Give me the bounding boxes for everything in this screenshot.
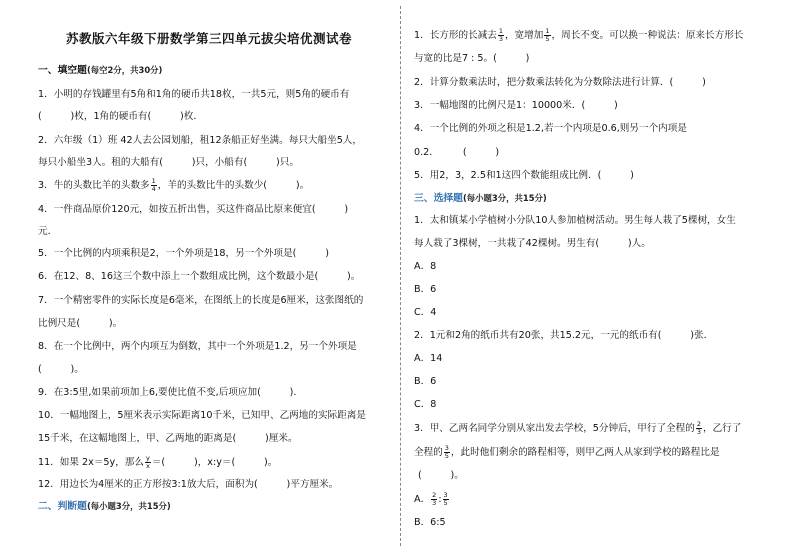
section-note: (每小题3分，共15分): [86, 501, 171, 511]
choice-2-option-a: A．14: [414, 353, 443, 364]
section-note: (每空2分，共30分): [86, 65, 163, 75]
page-title: 苏教版六年级下册数学第三四单元拔尖培优测试卷: [66, 31, 353, 46]
section-choice-header: [414, 192, 547, 205]
choice-3-line-1: 3．甲、乙两名同学分别从家出发去学校，5分钟后，甲行了全程的 $\frac{2}{3}$ ，乙行了: [414, 420, 742, 436]
question-8-line-1: 8．在一个比例中，两个内项互为倒数，其中一个外项是1.2，另一个外项是: [38, 341, 357, 352]
choice-2-option-c: C．8: [414, 399, 437, 410]
judge-4-line-2: 0.2． ( ): [414, 147, 500, 158]
question-7-line-1: 7．一个精密零件的实际长度是6毫米，在图纸上的长度是6厘米，这张图纸的: [38, 295, 364, 306]
fraction: $\frac{1}{5}$: [545, 27, 550, 43]
choice-1-line-1: 1．太和镇某小学植树小分队10人参加植树活动。男生每人栽了5棵树，女生: [414, 215, 736, 226]
choice-1-option-c: C．4: [414, 307, 437, 318]
question-10-line-2: 15千米，在这幅地图上，甲、乙两地的距离是( )厘米。: [38, 433, 298, 444]
judge-1-line-2: 与宽的比是7 : 5。( ): [414, 53, 530, 64]
question-10-line-1: 10．一幅地图上，5厘米表示实际距离10千米，已知甲、乙两地的实际距离是: [38, 410, 366, 421]
question-4-line-1: 4．一件商品原价120元，如按五折出售，买这件商品比原来便宜( ): [38, 204, 349, 215]
question-5: 5．一个比例的内项乘积是2，一个外项是18，另一个外项是( ): [38, 248, 329, 259]
question-1-line-2: ( )枚，1角的硬币有( )枚．: [38, 111, 203, 122]
choice-1-option-a: A．8: [414, 261, 437, 272]
judge-1-line-1: 1．长方形的长减去 $\frac{1}{3}$ ，宽增加 $\frac{1}{5}$ ，周长不变。可以换一种说法：原来长方形长: [414, 27, 744, 43]
question-9: 9．在3:5里,如果前项加上6,要使比值不变,后项应加( ).: [38, 387, 297, 398]
section-heading: 三、选择题: [414, 193, 463, 204]
question-2-line-2: 每只小船坐3人。租的大船有( )只，小船有( )只。: [38, 157, 299, 168]
question-8-line-2: ( )。: [38, 364, 84, 375]
choice-3-line-3: ( )。: [418, 470, 464, 481]
judge-5: 5．用2，3，2.5和1这四个数能组成比例．( ): [414, 170, 634, 181]
choice-3-option-b: B．6:5: [414, 517, 446, 528]
choice-2: 2．1元和2角的纸币共有20张，共15.2元，一元的纸币有( )张．: [414, 330, 714, 341]
section-judge-header: [38, 500, 171, 513]
column-divider: [400, 6, 401, 546]
choice-1-line-2: 每人栽了3棵树，一共栽了42棵树。男生有( )人。: [414, 238, 651, 249]
question-11: 11．如果 2x＝5y，那么 $\frac{y}{x}$ ＝( )，x:y＝( )。: [38, 454, 278, 470]
fraction: $\frac{3}{5}$: [444, 444, 449, 460]
fraction: $\frac{1}{4}$: [151, 177, 156, 193]
choice-2-option-b: B．6: [414, 376, 437, 387]
section-note: (每小题3分，共15分): [462, 193, 547, 203]
question-6: 6．在12、8、16这三个数中添上一个数组成比例，这个数最小是( )。: [38, 271, 361, 282]
question-4-line-2: 元．: [38, 226, 58, 237]
fraction: $\frac{3}{5}$: [443, 491, 448, 507]
question-12: 12．用边长为4厘米的正方形按3:1放大后，面积为( )平方厘米。: [38, 479, 339, 490]
section-fill-blank-header: [38, 64, 162, 77]
fraction: $\frac{1}{3}$: [498, 27, 503, 43]
judge-4-line-1: 4．一个比例的外项之积是1.2,若一个内项是0.6,则另一个内项是: [414, 123, 687, 134]
question-2-line-1: 2．六年级（1）班 42人去公园划船，租12条船正好坐满。每只大船坐5人，: [38, 135, 362, 146]
section-heading: 一、填空题: [38, 65, 87, 76]
fraction: $\frac{2}{3}$: [432, 491, 437, 507]
choice-3-line-2: 全程的 $\frac{3}{5}$ ，此时他们剩余的路程相等，则甲乙两人从家到学校的路程比是: [414, 444, 720, 460]
fraction: $\frac{y}{x}$: [145, 454, 150, 470]
choice-1-option-b: B．6: [414, 284, 437, 295]
choice-3-option-a: A． $\frac{2}{3}$ : $\frac{3}{5}$: [414, 491, 448, 507]
section-heading: 二、判断题: [38, 501, 87, 512]
question-3: 3．牛的头数比羊的头数多 $\frac{1}{4}$ ，羊的头数比牛的头数少( )。: [38, 177, 310, 193]
judge-3: 3．一幅地图的比例尺是1：10000米．( ): [414, 100, 618, 111]
fraction: $\frac{2}{3}$: [696, 420, 701, 436]
question-1-line-1: 1．小明的存钱罐里有5角和1角的硬币共18枚，一共5元，则5角的硬币有: [38, 89, 350, 100]
question-7-line-2: 比例尺是( )。: [38, 318, 123, 329]
judge-2: 2．计算分数乘法时，把分数乘法转化为分数除法进行计算．( ): [414, 77, 706, 88]
